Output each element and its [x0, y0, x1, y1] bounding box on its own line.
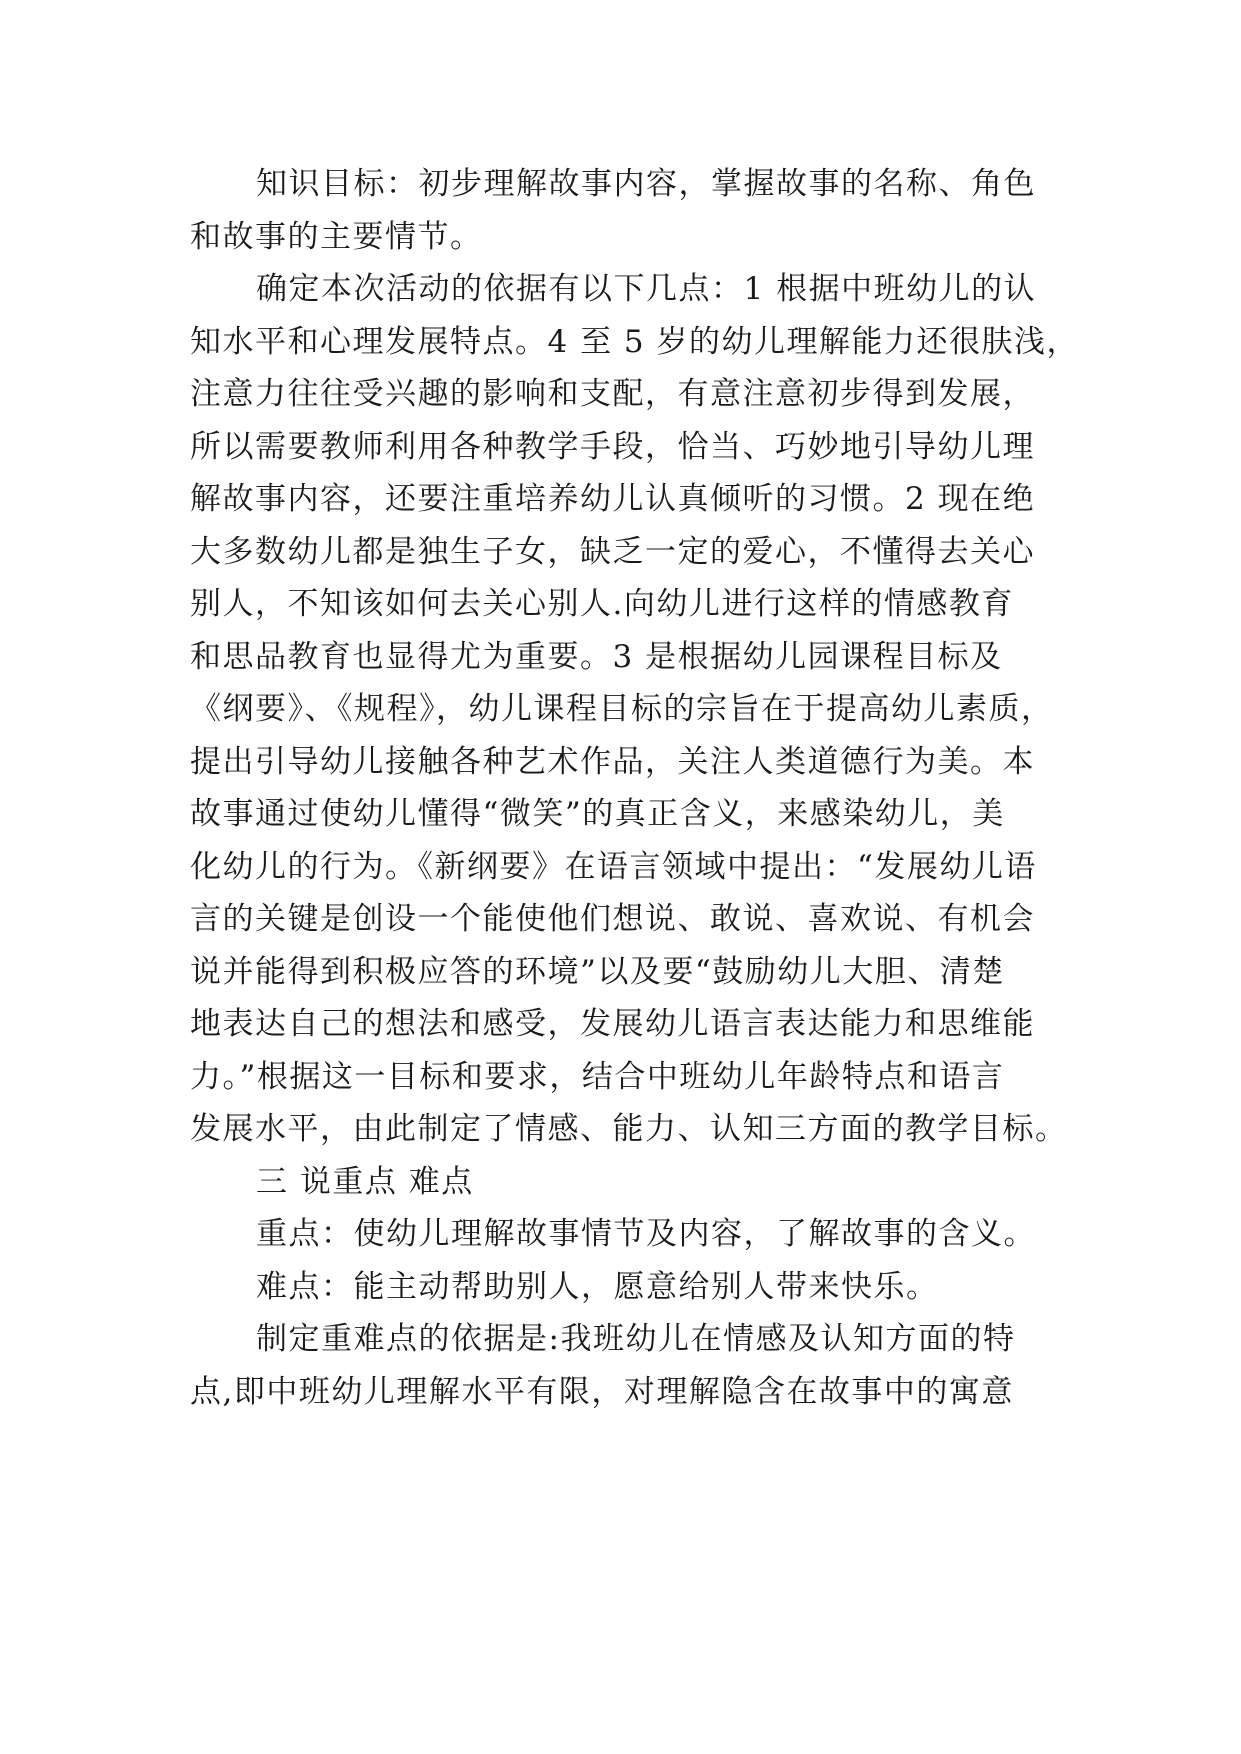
text-line: 地表达自己的想法和感受，发展幼儿语言表达能力和思维能: [190, 1006, 1035, 1042]
text-line: 所以需要教师利用各种教学手段，恰当、巧妙地引导幼儿理: [190, 428, 1035, 465]
text-line: 提出引导幼儿接触各种艺术作品，关注人类道德行为美。本: [190, 743, 1035, 780]
text-line: 别人，不知该如何去关心别人.向幼儿进行这样的情感教育: [190, 586, 1014, 622]
text-line: 难点：能主动帮助别人，愿意给别人带来快乐。: [256, 1268, 939, 1305]
text-line: 化幼儿的行为。《新纲要》在语言领域中提出：“发展幼儿语: [190, 848, 1037, 885]
text-line: 发展水平，由此制定了情感、能力、认知三方面的教学目标。: [190, 1111, 1068, 1147]
text-line: 和思品教育也显得尤为重要。3 是根据幼儿园课程目标及: [190, 638, 1003, 675]
text-line: 知识目标：初步理解故事内容，掌握故事的名称、角色: [256, 166, 1036, 202]
text-line: 解故事内容，还要注重培养幼儿认真倾听的习惯。2 现在绝: [190, 481, 1036, 517]
text-line: 《纲要》、《规程》，幼儿课程目标的宗旨在于提高幼儿素质，: [190, 691, 1054, 727]
text-line: 知水平和心理发展特点。4 至 5 岁的幼儿理解能力还很肤浅，: [190, 323, 1080, 360]
section-heading: 三 说重点 难点: [256, 1163, 474, 1200]
text-line: 言的关键是创设一个能使他们想说、敢说、喜欢说、有机会: [190, 901, 1035, 937]
text-line: 说并能得到积极应答的环境”以及要“鼓励幼儿大胆、清楚: [190, 953, 1005, 990]
text-line: 点,即中班幼儿理解水平有限，对理解隐含在故事中的寓意: [190, 1373, 1014, 1410]
text-line: 故事通过使幼儿懂得“微笑”的真正含义，来感染幼儿，美: [190, 796, 1005, 832]
text-line: 重点：使幼儿理解故事情节及内容，了解故事的含义。: [256, 1216, 1036, 1252]
text-line: 注意力往往受兴趣的影响和支配，有意注意初步得到发展，: [190, 376, 1035, 412]
text-line: 大多数幼儿都是独生子女，缺乏一定的爱心，不懂得去关心: [190, 533, 1035, 570]
text-line: 和故事的主要情节。: [190, 218, 483, 255]
text-line: 力。”根据这一目标和要求，结合中班幼儿年龄特点和语言: [190, 1058, 1005, 1095]
document-body: [190, 158, 1080, 1418]
text-line: 制定重难点的依据是:我班幼儿在情感及认知方面的特: [256, 1321, 1016, 1357]
text-line: 确定本次活动的依据有以下几点：1 根据中班幼儿的认: [256, 271, 1037, 307]
